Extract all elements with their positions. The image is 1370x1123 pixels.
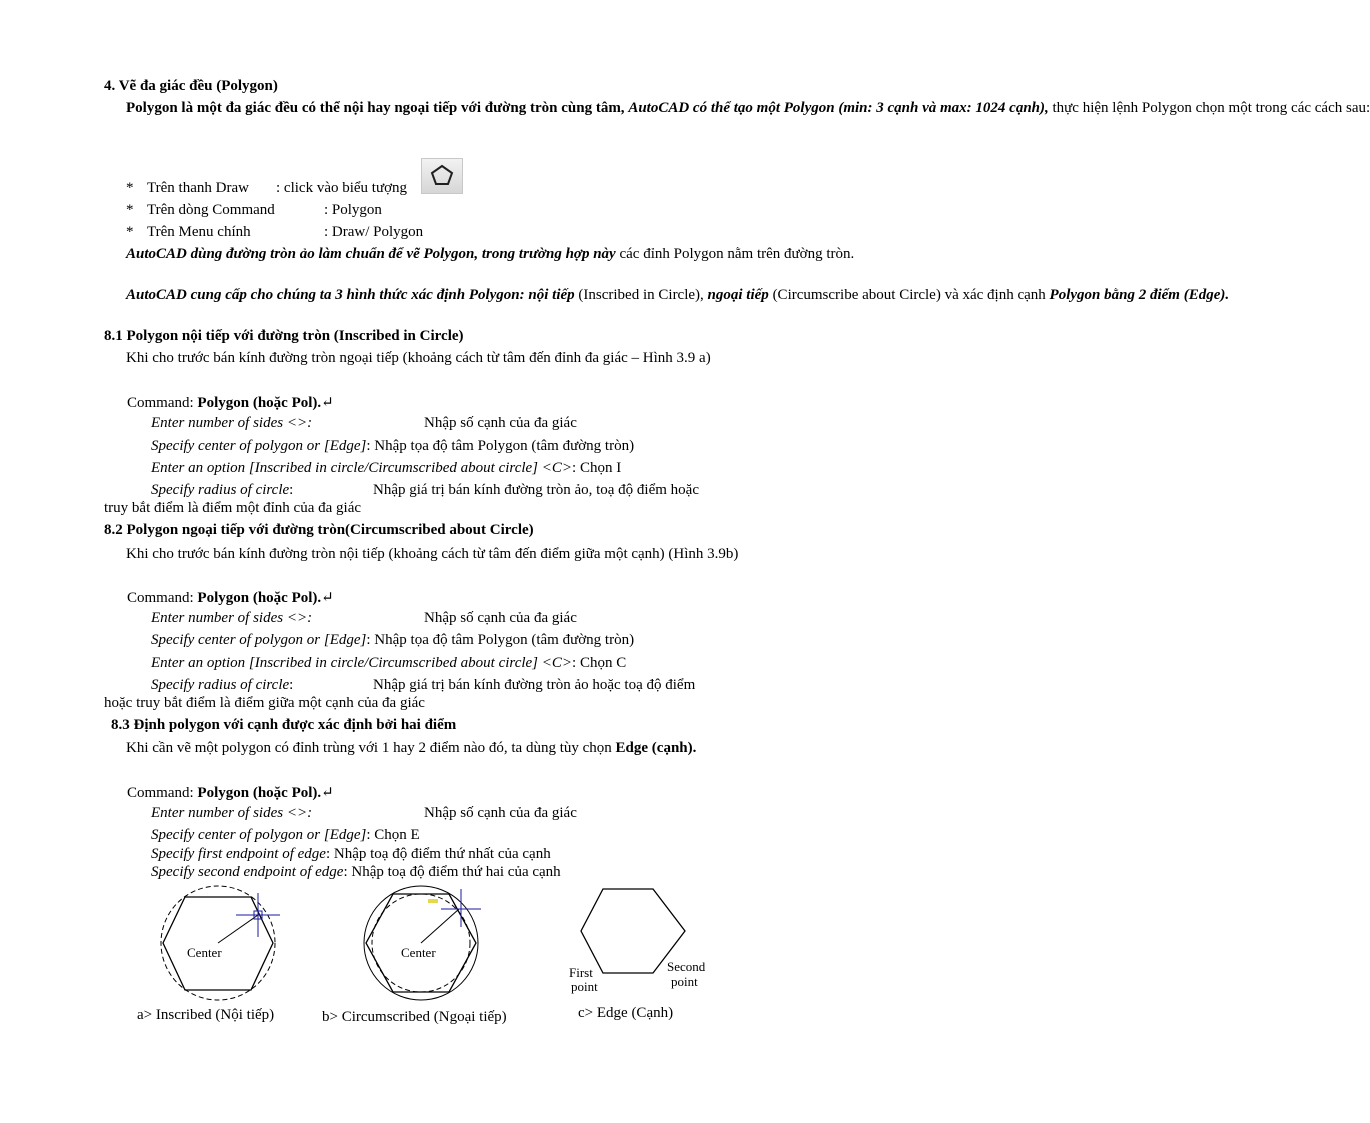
p2-bold-italic: AutoCAD dùng đường tròn ảo làm chuẩn để vẽ Polygon, trong trường hợp này [126, 246, 616, 262]
bullet-label: Trên thanh Draw [147, 180, 249, 196]
cmd-bold: Polygon (hoặc Pol). [197, 395, 322, 411]
center-label: Center [187, 945, 222, 960]
first-point-label: First [569, 965, 593, 980]
center-label: Center [401, 945, 436, 960]
prompt: Specify second endpoint of edge [151, 864, 344, 880]
prompt-line [151, 438, 634, 455]
prompt: Specify first endpoint of edge [151, 846, 326, 862]
p3-bold-italic: AutoCAD cung cấp cho chúng ta 3 hình thức xác định Polygon: nội tiếp [126, 287, 575, 303]
prompt: Specify center of polygon or [Edge] [151, 632, 367, 648]
prompt: Enter number of sides <>: [151, 805, 313, 821]
prompt-desc-cont: hoặc truy bắt điểm là điểm giữa một cạnh của đa giác [104, 695, 425, 711]
prompt-desc: Nhập số cạnh của đa giác [424, 610, 577, 626]
caption-b: b> Circumscribed (Ngoại tiếp) [322, 1009, 507, 1025]
enter-icon: ↵ [321, 785, 334, 801]
bullet-value: : Draw/ Polygon [324, 224, 424, 240]
prompt: Specify radius of circle [151, 677, 290, 693]
second-point-label-2: point [671, 974, 698, 989]
prompt: Specify center of polygon or [Edge] [151, 438, 367, 454]
prompt: Enter an option [Inscribed in circle/Circumscribed about circle] <C> [151, 460, 573, 476]
prompt-desc: : Nhập tọa độ tâm Polygon (tâm đường tròn) [366, 632, 635, 648]
intro-2: (cạnh). [651, 740, 697, 756]
section-8-3-heading: 8.3 Định polygon với cạnh được xác định bởi hai điểm [111, 717, 457, 733]
prompt-line [151, 846, 551, 863]
p1-bold-italic: AutoCAD có thể tạo một Polygon (min: 3 cạnh và max: 1024 cạnh), [628, 100, 1049, 116]
figure-edge [563, 885, 723, 1000]
command-line [127, 588, 334, 607]
section-4-paragraph-2 [104, 245, 855, 264]
command-line [127, 393, 334, 412]
prompt-desc: Nhập số cạnh của đa giác [424, 805, 577, 821]
colon: : [289, 677, 294, 693]
prompt-desc: Nhập số cạnh của đa giác [424, 415, 577, 431]
section-4-paragraph-3 [104, 286, 1230, 305]
enter-icon: ↵ [321, 395, 334, 411]
first-point-label-2: point [571, 979, 598, 994]
p3-l2c: (Circumscribe about Circle) và xác định cạnh [768, 287, 1050, 303]
bullet-star: * [126, 224, 134, 240]
cmd-bold: Polygon (hoặc Pol). [197, 785, 322, 801]
prompt-desc: : Chọn C [572, 655, 627, 671]
prompt-desc: : Nhập tọa độ tâm Polygon (tâm đường tròn) [366, 438, 635, 454]
p1-bold: Polygon là một đa giác đều có thể nội hay ngoại tiếp với đường tròn cùng tâm, [126, 100, 625, 116]
p3-l2a: Circle), [658, 287, 708, 303]
caption-a: a> Inscribed (Nội tiếp) [137, 1007, 275, 1023]
section-8-1-intro [104, 349, 740, 368]
figure-inscribed [146, 885, 286, 1005]
prompt-desc: : Nhập toạ độ điểm thứ hai của cạnh [343, 864, 561, 880]
intro: Khi cho trước bán kính đường tròn nội tiếp (khoảng cách từ tâm đến điểm giữa một cạnh) [126, 546, 665, 562]
intro: Khi cho trước bán kính đường tròn ngoại tiếp (khoảng cách từ tâm đến đỉnh đa giác – Hình [126, 350, 673, 366]
prompt-line [151, 827, 420, 844]
prompt-line [151, 864, 561, 881]
intro-2: (Hình 3.9b) [668, 546, 739, 562]
prompt-desc: Nhập giá trị bán kính đường tròn ảo hoặc toạ độ điểm [373, 677, 696, 693]
command-line [127, 783, 334, 802]
p1-rest: thực hiện lệnh Polygon [1048, 100, 1192, 116]
prompt-desc: : Nhập toạ độ điểm thứ nhất của cạnh [325, 846, 551, 862]
prompt-line [151, 460, 621, 477]
prompt-line [151, 677, 293, 694]
radius-line [421, 909, 459, 943]
prompt-desc: : Chọn E [366, 827, 420, 843]
prompt: Specify center of polygon or [Edge] [151, 827, 367, 843]
section-8-1-heading: 8.1 Polygon nội tiếp với đường tròn (Inscribed in Circle) [104, 328, 464, 344]
bullet-value: : Polygon [324, 202, 382, 218]
caption-c: c> Edge (Cạnh) [578, 1005, 674, 1021]
cmd-bold: Polygon (hoặc Pol). [197, 590, 322, 606]
prompt-desc-cont: truy bắt điểm là điểm một đỉnh của đa giác [104, 500, 362, 516]
p2-rest: các đỉnh [615, 246, 670, 262]
midpoint-marker [428, 899, 438, 903]
p3-l2b: ngoại tiếp [707, 287, 769, 303]
polygon-tool-button[interactable] [421, 158, 463, 194]
section-8-3-intro [104, 739, 740, 758]
cmd-label: Command: [127, 395, 198, 411]
figure-circumscribed [355, 885, 485, 1005]
section-8-2-intro [104, 545, 740, 564]
prompt: Enter number of sides <>: [151, 610, 313, 626]
p3-rest: (Inscribed in [574, 287, 655, 303]
prompt: Enter an option [Inscribed in circle/Circumscribed about circle] <C> [151, 655, 573, 671]
p1-line3: chọn một trong các cách sau: [1195, 100, 1370, 116]
cmd-label: Command: [127, 785, 198, 801]
intro-2: 3.9 a) [676, 350, 711, 366]
prompt: Specify radius of circle [151, 482, 290, 498]
prompt-line [151, 655, 626, 672]
section-4-heading: 4. Vẽ đa giác đều (Polygon) [104, 78, 278, 94]
second-point-label: Second [667, 959, 706, 974]
prompt-line [151, 482, 293, 499]
prompt: Enter number of sides <>: [151, 415, 313, 431]
p3-l2d: Polygon bằng 2 điểm (Edge). [1049, 287, 1230, 303]
section-4-paragraph-1 [104, 99, 1370, 118]
prompt-line [151, 632, 634, 649]
intro-bold: Edge [615, 740, 649, 756]
bullet-star: * [126, 202, 134, 218]
bullet-label: Trên dòng Command [147, 202, 275, 218]
bullet-value: : click vào biểu tượng [276, 180, 408, 196]
prompt-desc: : Chọn I [572, 460, 622, 476]
section-8-2-heading: 8.2 Polygon ngoại tiếp với đường tròn(Circumscribed about Circle) [104, 522, 534, 538]
colon: : [289, 482, 294, 498]
bullet-label: Trên Menu chính [147, 224, 251, 240]
radius-line [218, 915, 258, 943]
intro: Khi cần vẽ một polygon có đỉnh trùng với 1 hay 2 điểm nào đó, ta dùng tùy chọn [126, 740, 616, 756]
cmd-label: Command: [127, 590, 198, 606]
p2-line2: Polygon nằm trên đường tròn. [673, 246, 855, 262]
bullet-star: * [126, 180, 134, 196]
enter-icon: ↵ [321, 590, 334, 606]
prompt-desc: Nhập giá trị bán kính đường tròn ảo, toạ độ điểm hoặc [373, 482, 699, 498]
pentagon-icon [422, 159, 462, 193]
